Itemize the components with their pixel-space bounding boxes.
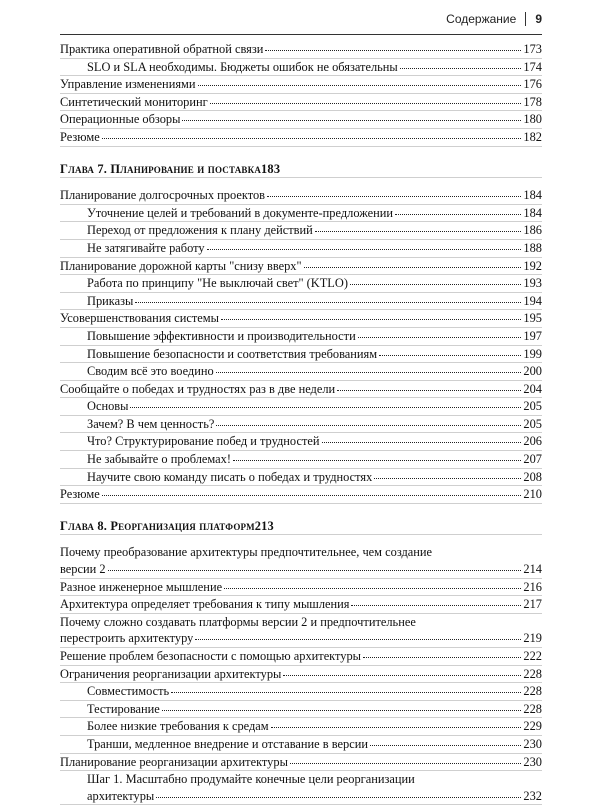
toc-row: [60, 381, 542, 398]
toc-entry[interactable]: [60, 544, 542, 578]
toc-row: [60, 111, 542, 128]
dot-leader: [283, 665, 521, 676]
toc-title: Работа по принципу "Не выключай свет" (KTLO): [87, 276, 348, 291]
toc-title: Переход от предложения к плану действий: [87, 223, 313, 238]
toc-title: Шаг 1. Масштабно продумайте конечные цели реорганизации: [87, 772, 415, 787]
toc-row: [60, 76, 542, 93]
toc-title: Резюме: [60, 487, 100, 502]
toc-row: [60, 41, 542, 58]
dot-leader: [304, 257, 522, 268]
toc-title: Приказы: [87, 293, 134, 308]
toc-title: Планирование реорганизации архитектуры: [60, 754, 288, 769]
header-section-title: Содержание: [446, 12, 517, 26]
dot-leader: [370, 735, 521, 746]
toc-entry[interactable]: [60, 614, 542, 648]
dot-leader: [337, 380, 521, 391]
dot-leader: [379, 345, 521, 356]
dot-leader: [102, 128, 522, 139]
dot-leader: [135, 292, 521, 303]
toc-title: Повышение безопасности и соответствия требованиям: [87, 346, 378, 361]
toc-title: Совместимость: [87, 684, 170, 699]
dot-leader: [108, 560, 522, 571]
dot-leader: [207, 239, 522, 250]
toc-title: Резюме: [60, 129, 100, 144]
toc-entry[interactable]: [60, 59, 542, 77]
dot-leader: [395, 204, 521, 215]
toc-title: Не забывайте о проблемах!: [87, 452, 231, 467]
toc-page-number: 178: [523, 94, 542, 109]
toc-page-number: 205: [523, 399, 542, 414]
toc-row: [60, 666, 542, 683]
toc-page-number: 228: [523, 666, 542, 681]
toc-title: Сообщайте о победах и трудностях раз в две недели: [60, 381, 336, 396]
toc-title: Архитектура определяет требования к типу мышления: [60, 597, 350, 612]
toc-entry[interactable]: [60, 433, 542, 451]
toc-entry[interactable]: [60, 222, 542, 240]
toc-entry[interactable]: [60, 111, 542, 129]
toc-row: [60, 648, 542, 665]
toc-row: [60, 187, 542, 204]
toc-entry[interactable]: [60, 129, 542, 147]
toc-entry[interactable]: [60, 41, 542, 59]
toc-entry[interactable]: [60, 310, 542, 328]
toc-row: [87, 736, 542, 753]
toc-row: [60, 596, 542, 613]
toc-row: [60, 129, 542, 146]
dot-leader: [156, 787, 521, 798]
dot-leader: [363, 647, 521, 658]
toc-title: Сводим всё это воедино: [87, 364, 214, 379]
dot-leader: [224, 578, 521, 589]
toc-row: [60, 94, 542, 111]
toc-page-number: 228: [523, 684, 542, 699]
toc-entry[interactable]: [60, 240, 542, 258]
toc-page-number: 176: [523, 77, 542, 92]
toc-row: [60, 518, 542, 535]
dot-leader: [322, 432, 522, 443]
toc-row: [87, 222, 542, 239]
toc-page-number: 214: [523, 562, 542, 577]
toc-page-number: 184: [523, 205, 542, 220]
toc-title: Транши, медленное внедрение и отставание в версии: [87, 736, 368, 751]
dot-leader: [102, 485, 522, 496]
dot-leader: [400, 58, 522, 69]
dot-leader: [265, 40, 521, 51]
toc-entry[interactable]: [60, 683, 542, 701]
toc-entry[interactable]: [60, 754, 542, 772]
dot-leader: [221, 309, 521, 320]
dot-leader: [162, 700, 522, 711]
toc-row: [60, 579, 542, 596]
toc-entry[interactable]: [60, 328, 542, 346]
toc-title: Синтетический мониторинг: [60, 94, 208, 109]
toc-page-number: 213: [254, 518, 274, 533]
dot-leader: [198, 75, 522, 86]
toc-row: [87, 718, 542, 735]
toc-row: [87, 240, 542, 257]
toc-page-number: 192: [523, 258, 542, 273]
dot-leader: [374, 468, 521, 479]
toc-title: SLO и SLA необходимы. Бюджеты ошибок не обязательны: [87, 59, 398, 74]
toc-row: [87, 398, 542, 415]
table-of-contents: [60, 41, 542, 805]
toc-title: Повышение эффективности и производительности: [87, 328, 356, 343]
toc-page-number: 186: [523, 223, 542, 238]
dot-leader: [171, 682, 521, 693]
toc-row: [87, 416, 542, 433]
toc-row: [60, 310, 542, 327]
header-rule: [60, 34, 542, 35]
toc-title: Планирование долгосрочных проектов: [60, 188, 266, 203]
toc-row: [87, 363, 542, 380]
header-separator: [525, 12, 526, 26]
toc-row: [87, 469, 542, 486]
dot-leader: [216, 362, 522, 373]
toc-page-number: 204: [523, 381, 542, 396]
toc-row: [60, 161, 542, 178]
toc-row: [87, 433, 542, 450]
toc-entry[interactable]: [60, 736, 542, 754]
toc-entry[interactable]: [60, 381, 542, 399]
toc-page-number: 210: [523, 487, 542, 502]
toc-title: Тестирование: [87, 701, 160, 716]
toc-title: Глава 7. Планирование и поставка: [60, 161, 262, 176]
toc-title: Глава 8. Реорганизация платформ: [60, 518, 255, 533]
toc-page-number: 219: [523, 631, 542, 646]
toc-page-number: 207: [523, 452, 542, 467]
toc-page-number: 228: [523, 701, 542, 716]
toc-page-number: 174: [523, 59, 542, 74]
toc-page-number: 200: [523, 364, 542, 379]
toc-entry[interactable]: [60, 76, 542, 94]
dot-leader: [233, 450, 521, 461]
toc-title: Ограничения реорганизации архитектуры: [60, 666, 282, 681]
toc-entry[interactable]: [60, 258, 542, 276]
toc-entry[interactable]: [60, 648, 542, 666]
toc-row: [87, 683, 542, 700]
toc-title: Почему преобразование архитектуры предпочтительнее, чем создание: [60, 545, 433, 560]
chapter-heading[interactable]: [60, 518, 542, 536]
dot-leader: [315, 221, 522, 232]
toc-page-number: 217: [523, 597, 542, 612]
toc-row: [87, 275, 542, 292]
dot-leader: [216, 415, 521, 426]
toc-page-number: 232: [523, 788, 542, 803]
toc-title: Практика оперативной обратной связи: [60, 42, 264, 56]
dot-leader: [271, 717, 522, 728]
toc-entry[interactable]: [60, 346, 542, 364]
toc-page-number: 193: [523, 276, 542, 291]
toc-entry[interactable]: [60, 596, 542, 614]
toc-page-number: 205: [523, 416, 542, 431]
running-header: [446, 12, 542, 26]
toc-page-number: 173: [523, 42, 542, 56]
toc-title: Зачем? В чем ценность?: [87, 416, 215, 431]
toc-page-number: 222: [523, 649, 542, 663]
toc-title: Уточнение целей и требований в документе-предложении: [87, 205, 393, 220]
toc-row: [60, 754, 542, 771]
toc-entry[interactable]: [60, 293, 542, 311]
toc-page-number: 180: [523, 112, 542, 127]
dot-leader: [350, 274, 521, 285]
dot-leader: [182, 110, 521, 121]
dot-leader: [290, 753, 522, 764]
toc-page-number: 184: [523, 188, 542, 203]
toc-entry[interactable]: [60, 771, 542, 805]
toc-page-number: 188: [523, 240, 542, 255]
toc-page-number: 197: [523, 328, 542, 343]
toc-entry[interactable]: [60, 275, 542, 293]
toc-title: архитектуры: [87, 788, 155, 803]
toc-title: Разное инженерное мышление: [60, 579, 223, 594]
dot-leader: [267, 186, 521, 197]
toc-title: Управление изменениями: [60, 77, 196, 92]
toc-title: Решение проблем безопасности с помощью архитектуры: [60, 649, 362, 663]
toc-entry[interactable]: [60, 666, 542, 684]
toc-page-number: 195: [523, 311, 542, 326]
toc-title: Основы: [87, 399, 129, 414]
toc-title: Почему сложно создавать платформы версии 2 и предпочтительнее: [60, 614, 416, 629]
dot-leader: [358, 327, 522, 338]
toc-row: [87, 59, 542, 76]
toc-page-number: 194: [523, 293, 542, 308]
chapter-heading[interactable]: [60, 161, 542, 179]
toc-entry[interactable]: [60, 486, 542, 504]
toc-row: [87, 328, 542, 345]
toc-entry[interactable]: [60, 205, 542, 223]
toc-entry[interactable]: [60, 451, 542, 469]
toc-row: [87, 788, 542, 805]
toc-entry[interactable]: [60, 94, 542, 112]
header-page-number: 9: [535, 12, 542, 26]
toc-title: версии 2: [60, 562, 106, 577]
toc-page-number: 208: [523, 469, 542, 484]
toc-page-number: 182: [523, 129, 542, 144]
toc-row: [60, 630, 542, 647]
toc-entry[interactable]: [60, 701, 542, 719]
toc-row: [87, 205, 542, 222]
toc-row: [60, 486, 542, 503]
toc-entry[interactable]: [60, 469, 542, 487]
toc-title: Операционные обзоры: [60, 112, 181, 127]
toc-title: перестроить архитектуру: [60, 631, 194, 646]
toc-entry[interactable]: [60, 579, 542, 597]
toc-page-number: 216: [523, 579, 542, 594]
toc-page-number: 199: [523, 346, 542, 361]
toc-title: Усовершенствования системы: [60, 311, 219, 326]
toc-page-number: 183: [261, 161, 281, 176]
dot-leader: [195, 629, 521, 640]
dot-leader: [351, 595, 521, 606]
toc-entry[interactable]: [60, 718, 542, 736]
toc-row: [87, 346, 542, 363]
toc-title: Планирование дорожной карты "снизу вверх": [60, 258, 302, 273]
toc-entry[interactable]: [60, 416, 542, 434]
toc-row: [60, 561, 542, 578]
dot-leader: [210, 93, 522, 104]
toc-row: [87, 701, 542, 718]
toc-row: [87, 293, 542, 310]
toc-page-number: 230: [523, 736, 542, 751]
toc-row: [60, 258, 542, 275]
dot-leader: [130, 397, 521, 408]
toc-page-number: 229: [523, 719, 542, 734]
toc-page-number: 206: [523, 434, 542, 449]
toc-entry[interactable]: [60, 398, 542, 416]
toc-row: [87, 451, 542, 468]
toc-entry[interactable]: [60, 187, 542, 205]
toc-title: Более низкие требования к средам: [87, 719, 269, 734]
toc-entry[interactable]: [60, 363, 542, 381]
toc-title: Научите свою команду писать о победах и трудностях: [87, 469, 373, 484]
toc-page-number: 230: [523, 754, 542, 769]
toc-title: Не затягивайте работу: [87, 240, 205, 255]
toc-title: Что? Структурирование побед и трудностей: [87, 434, 320, 449]
